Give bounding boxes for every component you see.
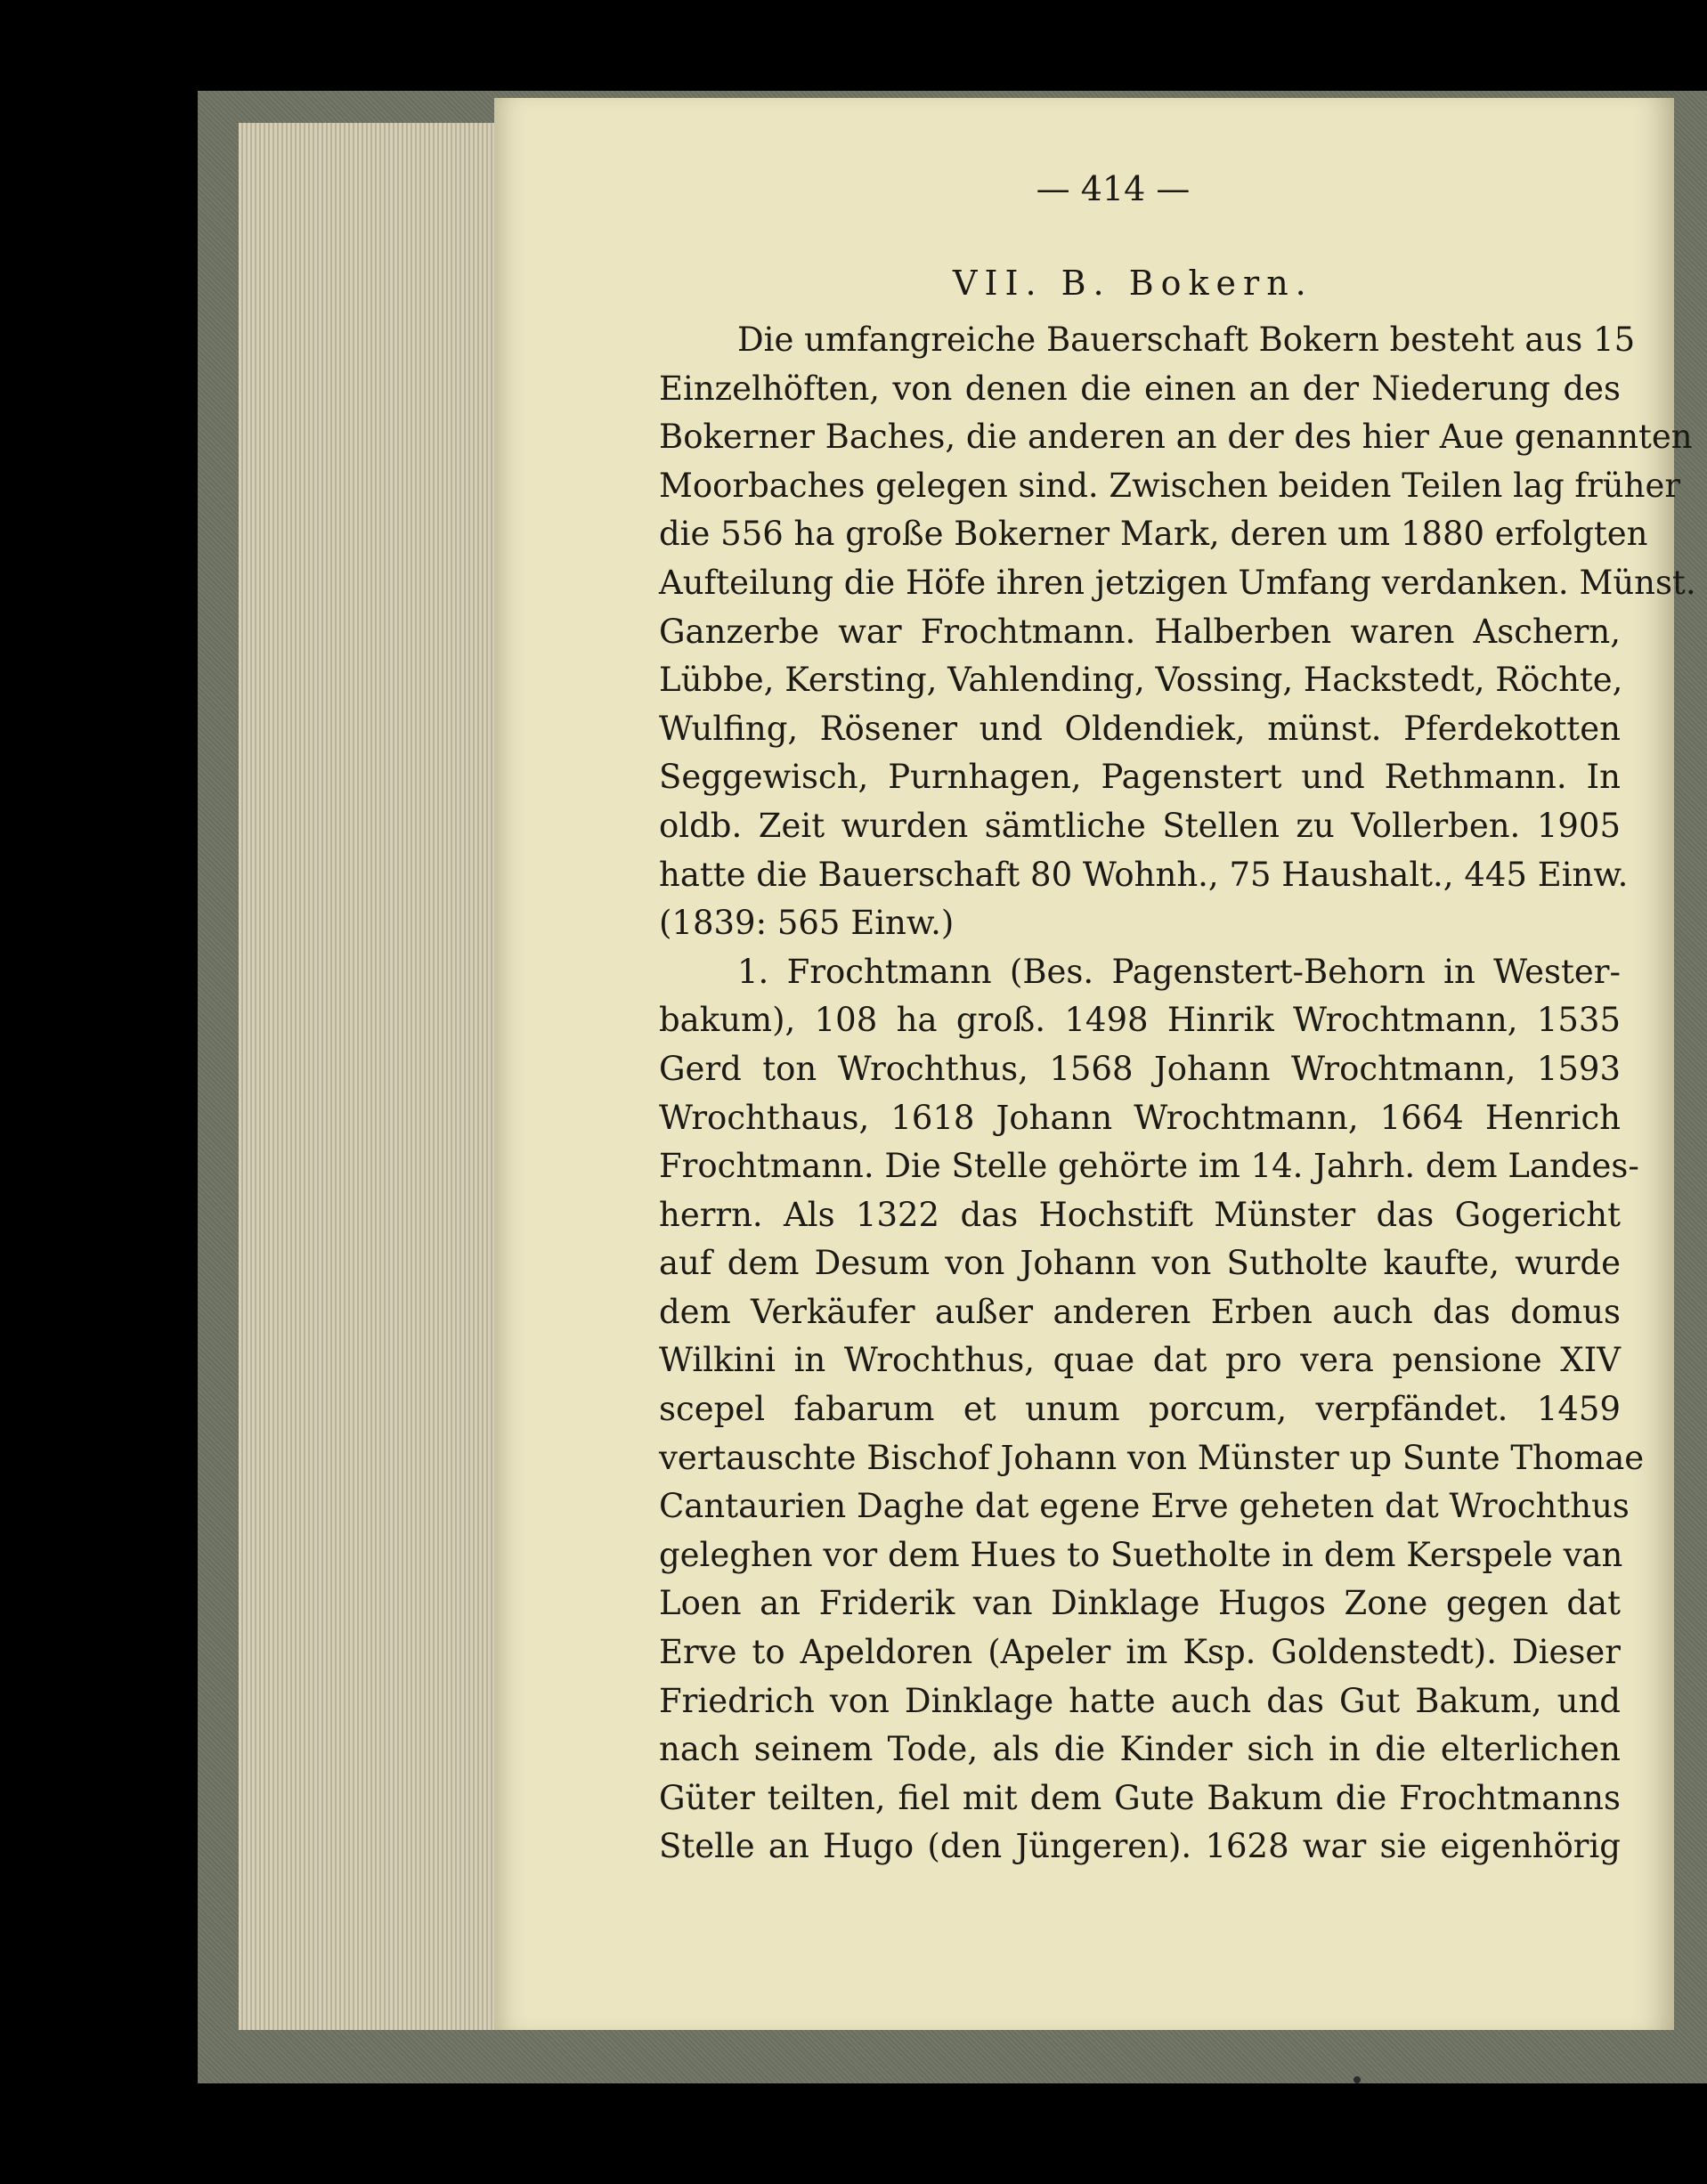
text-line: Moorbaches gelegen sind. Zwischen beiden Teilen lag früher — [659, 466, 1681, 505]
text-line: (1839: 565 Einw.) — [659, 904, 955, 943]
text-line: Friedrich von Dinklage hatte auch das Gut Bakum, und — [659, 1681, 1621, 1720]
section-heading: VII. B. Bokern. — [953, 264, 1313, 303]
text-line: Loen an Friderik van Dinklage Hugos Zone gegen dat — [659, 1584, 1621, 1623]
text-line: Wulfing, Rösener und Oldendiek, münst. Pferdekotten — [659, 709, 1621, 748]
text-line: Bokerner Baches, die anderen an der des hier Aue genannten — [659, 418, 1693, 457]
text-line: herrn. Als 1322 das Hochstift Münster das Gogericht — [659, 1195, 1621, 1234]
text-line: Stelle an Hugo (den Jüngeren). 1628 war sie eigenhörig — [659, 1827, 1621, 1866]
text-line: Cantaurien Daghe dat egene Erve geheten dat Wrochthus — [659, 1487, 1630, 1526]
text-line: 1. Frochtmann (Bes. Pagenstert-Behorn in Wester- — [737, 952, 1621, 991]
page-number: — 414 — — [1036, 169, 1191, 208]
text-line: Einzelhöften, von denen die einen an der Niederung des — [659, 369, 1621, 408]
text-line: Erve to Apeldoren (Apeler im Ksp. Goldenstedt). Dieser — [659, 1633, 1621, 1672]
text-line: Wilkini in Wrochthus, quae dat pro vera pensione XIV — [659, 1341, 1621, 1380]
text-line: Gerd ton Wrochthus, 1568 Johann Wrochtmann, 1593 — [659, 1049, 1621, 1088]
text-line: vertauschte Bischof Johann von Münster up Sunte Thomae — [659, 1438, 1645, 1477]
text-line: bakum), 108 ha groß. 1498 Hinrik Wrochtmann, 1535 — [659, 1001, 1621, 1040]
text-line: Seggewisch, Purnhagen, Pagenstert und Rethmann. In — [659, 758, 1621, 797]
text-line: Güter teilten, fiel mit dem Gute Bakum die Frochtmanns — [659, 1778, 1621, 1817]
text-line: Die umfangreiche Bauerschaft Bokern besteht aus 15 — [737, 321, 1636, 359]
text-line: Ganzerbe war Frochtmann. Halberben waren Aschern, — [659, 612, 1621, 651]
ink-dot — [1353, 2076, 1361, 2083]
text-line: nach seinem Tode, als die Kinder sich in die elterlichen — [659, 1730, 1621, 1769]
page-edges — [239, 123, 506, 2030]
text-line: auf dem Desum von Johann von Sutholte kaufte, wurde — [659, 1244, 1621, 1283]
text-line: die 556 ha große Bokerner Mark, deren um 1880 erfolgten — [659, 515, 1648, 554]
text-line: oldb. Zeit wurden sämtliche Stellen zu Vollerben. 1905 — [659, 806, 1621, 845]
body-text — [659, 316, 1696, 1871]
text-line: Lübbe, Kersting, Vahlending, Vossing, Hackstedt, Röchte, — [659, 661, 1623, 700]
text-line: hatte die Bauerschaft 80 Wohnh., 75 Haushalt., 445 Einw. — [659, 855, 1629, 894]
text-line: dem Verkäufer außer anderen Erben auch das domus — [659, 1292, 1621, 1331]
text-line: scepel fabarum et unum porcum, verpfändet. 1459 — [659, 1390, 1621, 1429]
text-line: Wrochthaus, 1618 Johann Wrochtmann, 1664 Henrich — [659, 1098, 1621, 1137]
text-line: geleghen vor dem Hues to Suetholte in dem Kerspele van — [659, 1535, 1623, 1574]
text-line: Frochtmann. Die Stelle gehörte im 14. Jahrh. dem Landes- — [659, 1147, 1639, 1186]
text-line: Aufteilung die Höfe ihren jetzigen Umfang verdanken. Münst. — [659, 563, 1696, 602]
